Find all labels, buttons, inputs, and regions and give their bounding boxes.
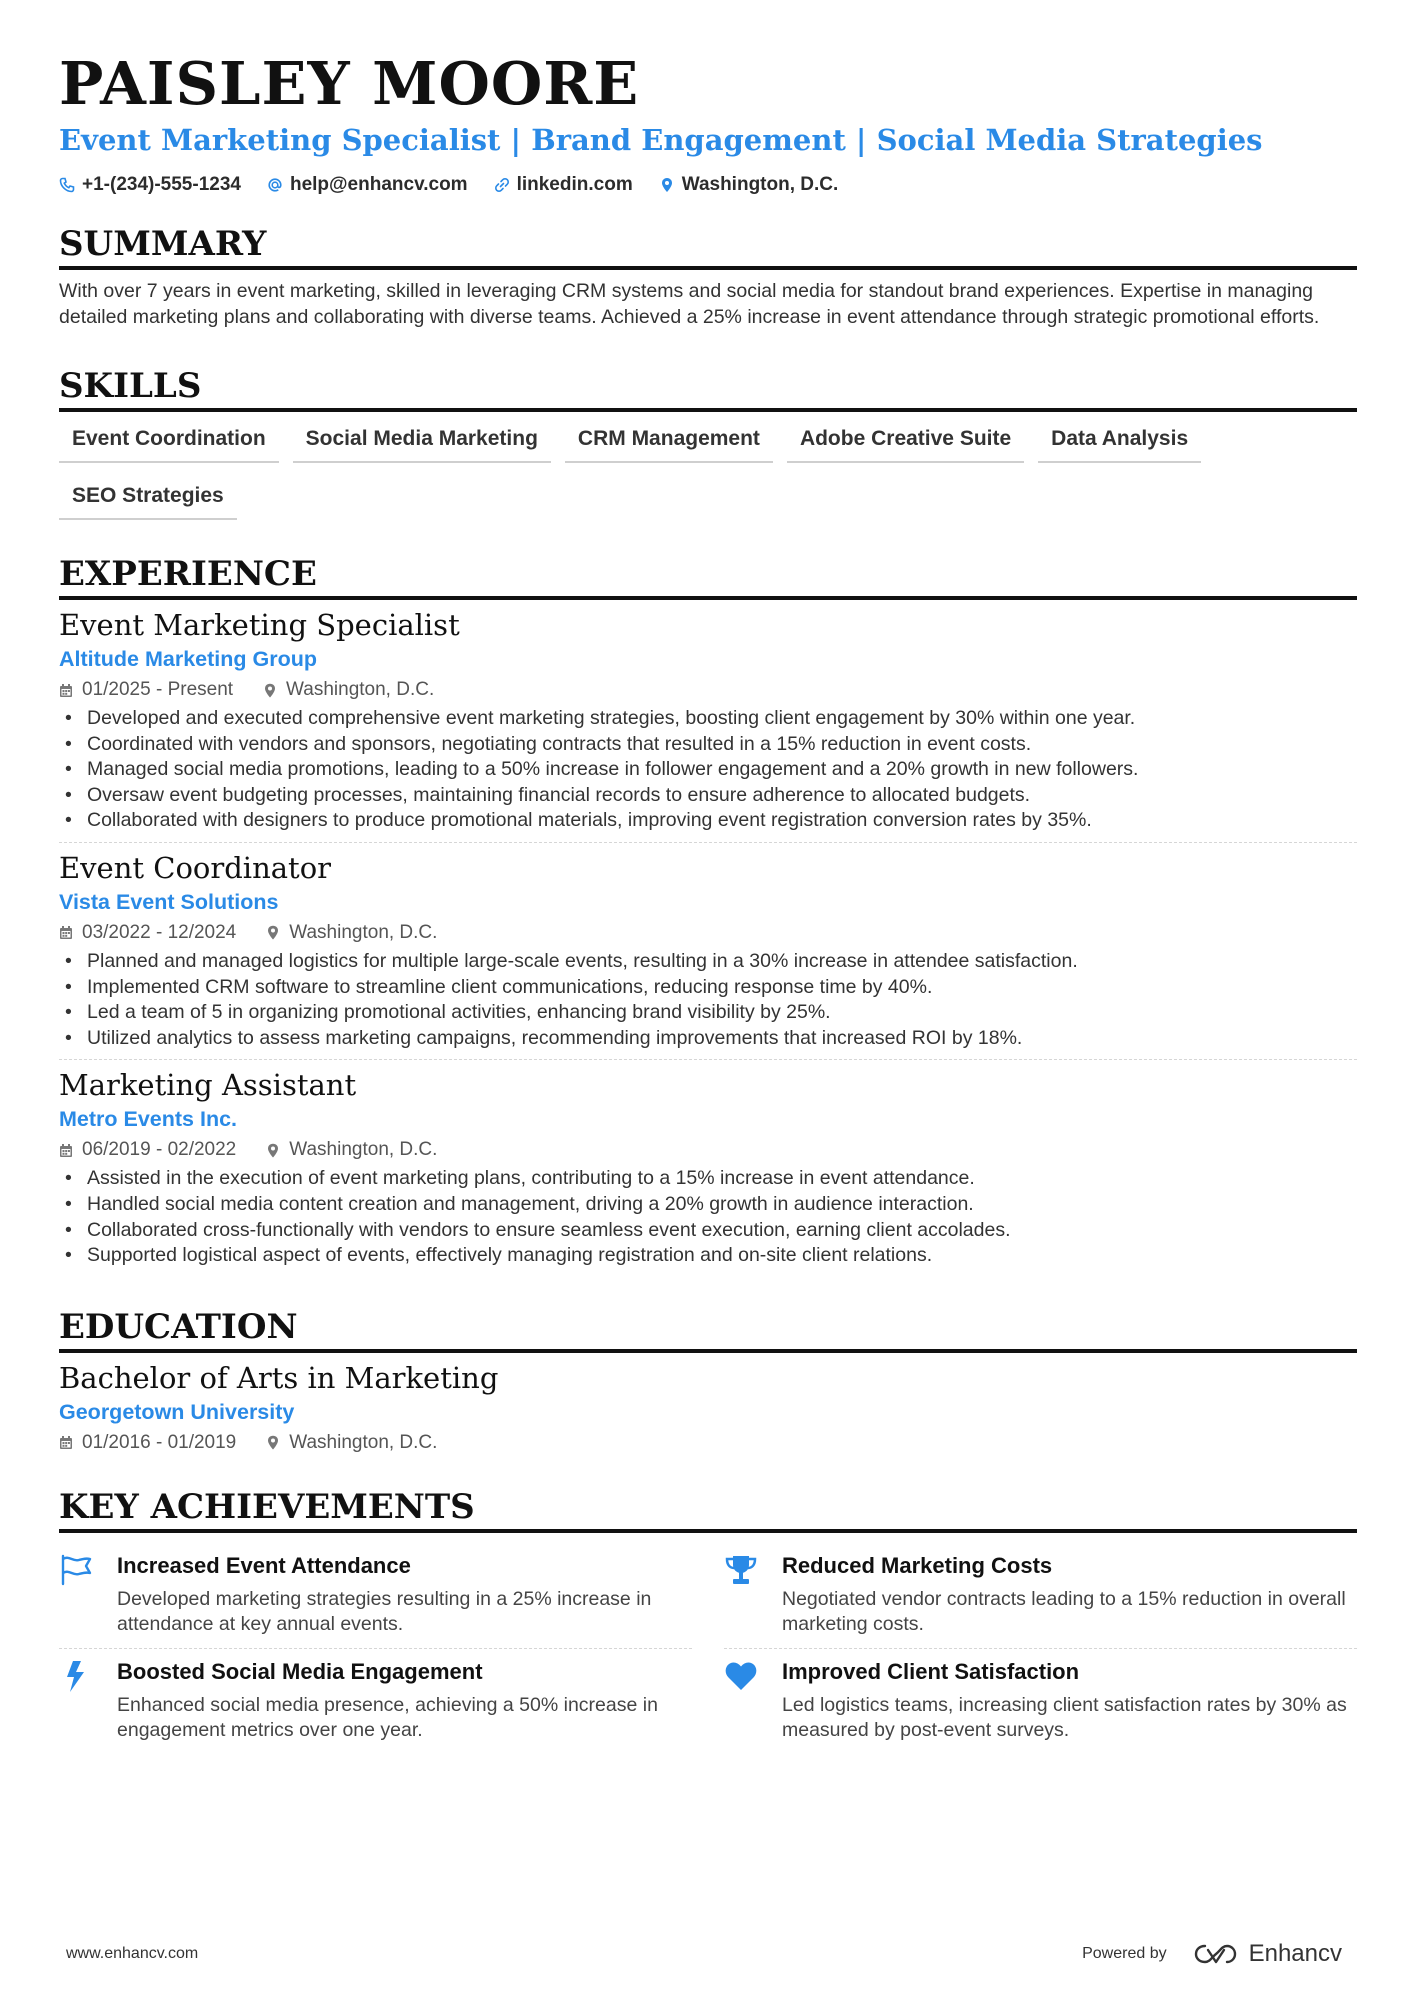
enhancv-logo[interactable] xyxy=(1193,1940,1342,1968)
phone-icon xyxy=(59,177,75,193)
job-dates-text: 01/2025 - Present xyxy=(82,679,234,700)
footer-url[interactable]: www.enhancv.com xyxy=(66,1945,199,1962)
location-pin-icon xyxy=(263,683,277,698)
job-bullet: • Planned and managed logistics for multiple large-scale events, resulting in a 30% increase in attendee satisfaction. xyxy=(59,949,1357,975)
resume-content xyxy=(59,48,1357,1754)
education-dates-text: 01/2016 - 01/2019 xyxy=(82,1431,237,1453)
education-entry xyxy=(59,1359,1357,1457)
job-bullet: • Handled social media content creation and management, driving a 20% growth in audience interaction. xyxy=(59,1192,1357,1218)
lightning-icon xyxy=(59,1659,93,1693)
entry-divider xyxy=(59,842,1357,843)
experience-heading: EXPERIENCE xyxy=(59,552,1357,600)
calendar-icon xyxy=(59,1143,73,1158)
job-dates xyxy=(59,1136,236,1164)
school-name: Georgetown University xyxy=(59,1399,295,1424)
job-bullet: • Utilized analytics to assess marketing campaigns, recommending improvements that increased ROI by 18%. xyxy=(59,1026,1357,1052)
job-location-text: Washington, D.C. xyxy=(289,1139,438,1161)
skill-tag: Social Media Marketing xyxy=(293,426,551,463)
achievements-grid xyxy=(59,1543,1357,1754)
achievement-text: Enhanced social media presence, achieving a 50% increase in engagement metrics over one year. xyxy=(117,1693,658,1742)
job-title: Event Marketing Specialist xyxy=(59,608,460,642)
skill-tag: CRM Management xyxy=(565,426,773,463)
job-bullet: • Oversaw event budgeting processes, maintaining financial records to ensure adherence to allocated budgets. xyxy=(59,783,1357,809)
skills-heading: SKILLS xyxy=(59,364,1357,412)
page-footer xyxy=(66,1940,1342,1968)
entry-divider xyxy=(59,1059,1357,1060)
education-dates xyxy=(59,1429,236,1457)
job-bullets xyxy=(59,1166,1357,1268)
achievement-item xyxy=(59,1649,692,1754)
contact-location-text: Washington, D.C. xyxy=(681,174,839,195)
job-bullet: • Assisted in the execution of event marketing plans, contributing to a 15% increase in event attendance. xyxy=(59,1166,1357,1192)
enhancv-brand-name: Enhancv xyxy=(1248,1940,1342,1967)
skills-section xyxy=(59,364,1357,520)
summary-section xyxy=(59,222,1357,330)
summary-heading: SUMMARY xyxy=(59,222,1357,270)
job-meta xyxy=(59,676,1357,704)
job-bullet: • Coordinated with vendors and sponsors, negotiating contracts that resulted in a 15% reduction in event costs. xyxy=(59,732,1357,758)
contact-linkedin-text: linkedin.com xyxy=(516,174,633,195)
skill-tag: Adobe Creative Suite xyxy=(787,426,1024,463)
calendar-icon xyxy=(59,925,73,940)
skill-tag: Event Coordination xyxy=(59,426,279,463)
resume-header xyxy=(59,48,1357,196)
achievement-title: Reduced Marketing Costs xyxy=(782,1552,1053,1578)
candidate-name: PAISLEY MOORE xyxy=(59,49,640,118)
job-bullet: • Implemented CRM software to streamline client communications, reducing response time by 40%. xyxy=(59,975,1357,1001)
job-bullet: • Collaborated cross-functionally with vendors to ensure seamless event execution, earning client accolades. xyxy=(59,1218,1357,1244)
contact-email-text: help@enhancv.com xyxy=(289,174,468,195)
job-title: Event Coordinator xyxy=(59,850,332,885)
footer-brand xyxy=(1082,1940,1342,1968)
skills-list xyxy=(59,426,1357,520)
skill-tag: Data Analysis xyxy=(1038,426,1201,463)
location-pin-icon xyxy=(266,925,280,940)
job-dates xyxy=(59,919,236,947)
location-pin-icon xyxy=(659,177,675,193)
candidate-headline: Event Marketing Specialist | Brand Engagement | Social Media Strategies xyxy=(59,123,1263,157)
job-bullet: • Collaborated with designers to produce promotional materials, improving event registration conversion rates by 35%. xyxy=(59,808,1357,834)
achievements-section xyxy=(59,1485,1357,1754)
education-section xyxy=(59,1305,1357,1457)
company-name: Metro Events Inc. xyxy=(59,1107,238,1132)
education-location-text: Washington, D.C. xyxy=(289,1431,438,1453)
job-dates-text: 06/2019 - 02/2022 xyxy=(82,1139,237,1161)
job-location xyxy=(263,676,434,704)
company-name: Altitude Marketing Group xyxy=(59,647,317,671)
calendar-icon xyxy=(59,683,73,698)
job-dates-text: 03/2022 - 12/2024 xyxy=(82,921,237,943)
summary-text: With over 7 years in event marketing, skilled in leveraging CRM systems and social media for standout brand experiences. Expertise in managing detailed marketing plans and collaborating with diverse teams. Achieved a 25% increase in event attendance through strategic promotional efforts. xyxy=(59,280,1320,328)
contact-location xyxy=(659,174,839,196)
job-location xyxy=(266,1136,437,1164)
experience-entry xyxy=(59,606,1357,843)
at-icon xyxy=(267,177,283,193)
experience-entry xyxy=(59,1066,1357,1268)
job-bullet: • Led a team of 5 in organizing promotional activities, enhancing brand visibility by 25%. xyxy=(59,1000,1357,1026)
contact-phone xyxy=(59,174,241,196)
job-meta xyxy=(59,919,1357,947)
trophy-icon xyxy=(724,1553,758,1587)
job-bullets xyxy=(59,949,1357,1051)
link-icon xyxy=(494,177,510,193)
achievement-title: Improved Client Satisfaction xyxy=(782,1658,1080,1684)
job-bullet: • Developed and executed comprehensive event marketing strategies, boosting client engagement by 30% within one year. xyxy=(59,706,1357,732)
job-title: Marketing Assistant xyxy=(59,1068,357,1103)
education-location xyxy=(266,1429,437,1457)
education-meta xyxy=(59,1429,1357,1457)
skill-tag: SEO Strategies xyxy=(59,483,237,520)
experience-entry xyxy=(59,849,1357,1060)
job-meta xyxy=(59,1136,1357,1164)
heart-icon xyxy=(724,1659,758,1693)
flag-icon xyxy=(59,1553,93,1587)
achievement-text: Developed marketing strategies resulting in a 25% increase in attendance at key annual events. xyxy=(117,1587,652,1636)
contact-phone-text: +1-(234)-555-1234 xyxy=(82,174,241,195)
achievement-text: Negotiated vendor contracts leading to a 15% reduction in overall marketing costs. xyxy=(782,1587,1346,1636)
achievements-heading: KEY ACHIEVEMENTS xyxy=(59,1485,1357,1533)
job-location-text: Washington, D.C. xyxy=(289,921,438,943)
contact-row xyxy=(59,174,1357,196)
job-bullet: • Managed social media promotions, leading to a 50% increase in follower engagement and a 20% growth in new followers. xyxy=(59,757,1357,783)
education-heading: EDUCATION xyxy=(59,1305,1357,1353)
degree-title: Bachelor of Arts in Marketing xyxy=(59,1360,499,1395)
contact-linkedin[interactable] xyxy=(494,174,633,196)
achievement-item xyxy=(724,1649,1357,1754)
contact-email[interactable] xyxy=(267,174,468,196)
experience-section xyxy=(59,552,1357,1269)
achievement-item xyxy=(59,1543,692,1649)
achievement-text: Led logistics teams, increasing client satisfaction rates by 30% as measured by post-event surveys. xyxy=(782,1693,1347,1742)
job-dates xyxy=(59,676,233,704)
calendar-icon xyxy=(59,1435,73,1450)
job-location-text: Washington, D.C. xyxy=(286,679,435,700)
achievement-title: Increased Event Attendance xyxy=(117,1552,411,1578)
powered-by-label: Powered by xyxy=(1082,1945,1167,1962)
job-bullets xyxy=(59,706,1357,834)
enhancv-logo-icon xyxy=(1193,1942,1239,1966)
location-pin-icon xyxy=(266,1143,280,1158)
company-name: Vista Event Solutions xyxy=(59,889,279,914)
job-location xyxy=(266,919,437,947)
achievement-title: Boosted Social Media Engagement xyxy=(117,1658,483,1684)
achievement-item xyxy=(724,1543,1357,1649)
job-bullet: • Supported logistical aspect of events, effectively managing registration and on-site client relations. xyxy=(59,1243,1357,1269)
location-pin-icon xyxy=(266,1435,280,1450)
